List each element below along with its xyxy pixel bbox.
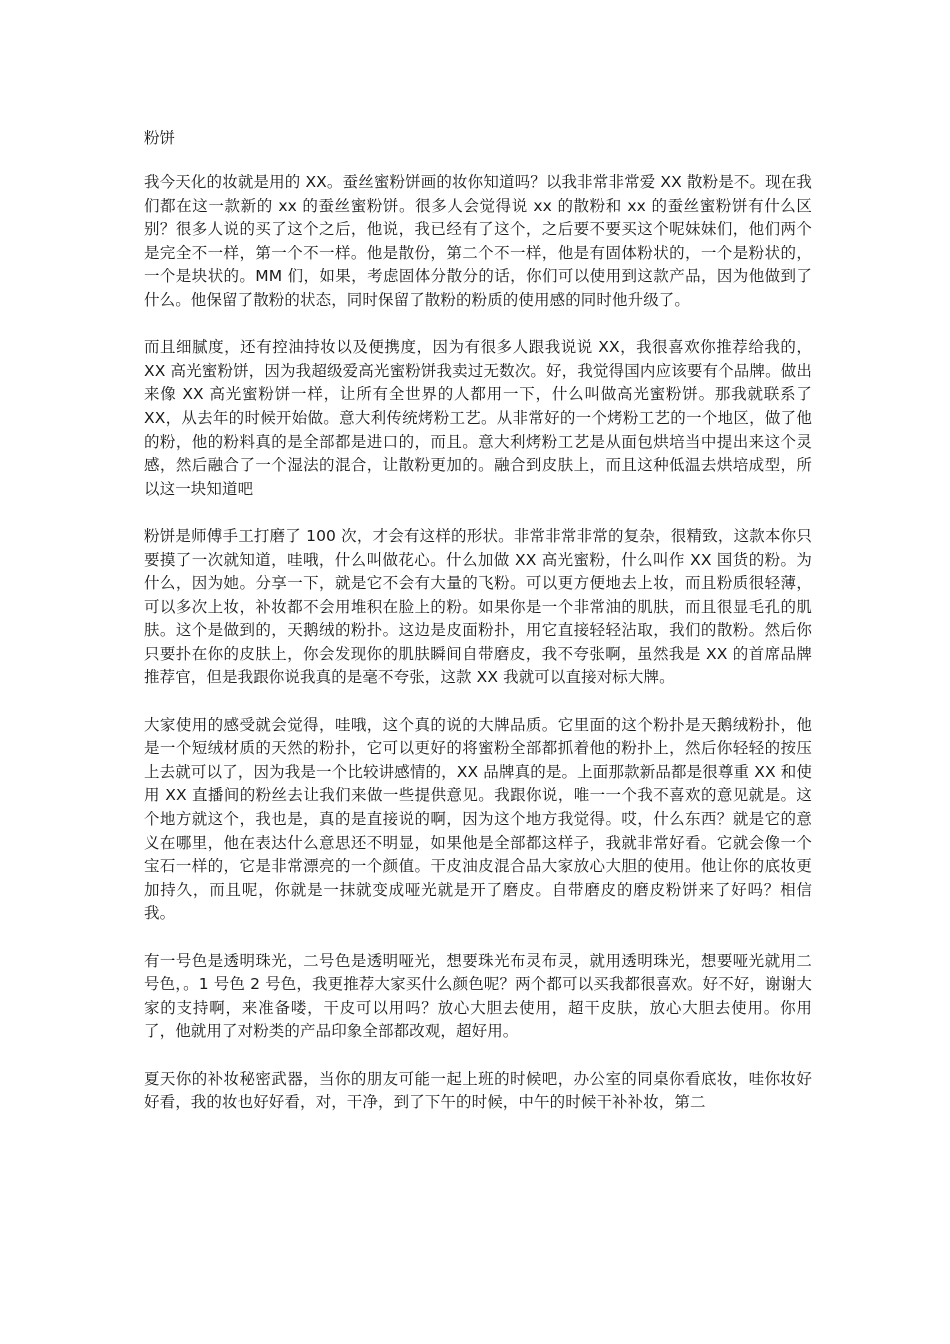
paragraph-3: 粉饼是师傅手工打磨了 100 次，才会有这样的形状。非常非常非常的复杂，很精致，这款本你只要摸了一次就知道，哇哦，什么叫做花心。什么加做 XX 高光蜜粉，什么叫作 XX 国货的粉。为什么，因为她。分享一下，就是它不会有大量的飞粉。可以更方便地去上妆，而且粉质很轻薄，可以多次上妆，补妆都不会用堆积在脸上的粉。如果你是一个非常油的肌肤，而且很显毛孔的肌肤。这个是做到的，天鹅绒的粉扑。这边是皮面粉扑，用它直接轻轻沾取，我们的散粉。然后你只要扑在你的皮肤上，你会发现你的肌肤瞬间自带磨皮，我不夸张啊，虽然我是 XX 的首席品牌推荐官，但是我跟你说我真的是毫不夸张，这款 XX 我就可以直接对标大牌。: [144, 526, 812, 687]
document-title: 粉饼: [144, 129, 176, 147]
paragraph-6: 夏天你的补妆秘密武器，当你的朋友可能一起上班的时候吧，办公室的同桌你看底妆，哇你妆好好看，我的妆也好好看，对，干净，到了下午的时候，中午的时候干补补妆，第二: [144, 1069, 812, 1112]
paragraph-1: 我今天化的妆就是用的 XX。蚕丝蜜粉饼画的妆你知道吗？以我非常非常爱 XX 散粉是不。现在我们都在这一款新的 xx 的蚕丝蜜粉饼。很多人会觉得说 xx 的散粉和 xx 的蚕丝蜜粉饼有什么区别？很多人说的买了这个之后，他说，我已经有了这个，之后要不要买这个呢妹妹们，他们两个是完全不一样，第一个不一样。他是散份，第二个不一样，他是有固体粉状的，一个是粉状的，一个是块状的。MM 们，如果，考虑固体分散分的话，你们可以使用到这款产品，因为他做到了什么。他保留了散粉的状态，同时保留了散粉的粉质的使用感的同时他升级了。: [144, 173, 812, 309]
paragraph-4: 大家使用的感受就会觉得，哇哦，这个真的说的大牌品质。它里面的这个粉扑是天鹅绒粉扑，他是一个短绒材质的天然的粉扑，它可以更好的将蜜粉全部都抓着他的粉扑上，然后你轻轻的按压上去就可以了，因为我是一个比较讲感情的，XX 品牌真的是。上面那款新品都是很尊重 XX 和使用 XX 直播间的粉丝去让我们来做一些提供意见。我跟你说，唯一一个我不喜欢的意见就是。这个地方就这个，我也是，真的是直接说的啊，因为这个地方我觉得。哎，什么东西？就是它的意义在哪里，他在表达什么意思还不明显，如果他是全部都这样子，我就非常好看。它就会像一个宝石一样的，它是非常漂亮的一个颜值。干皮油皮混合品大家放心大胆的使用。他让你的底妆更加持久，而且呢，你就是一抹就变成哑光就是开了磨皮。自带磨皮的磨皮粉饼来了好吗？相信我。: [144, 715, 812, 923]
document-page: [144, 127, 812, 1337]
paragraph-5: 有一号色是透明珠光，二号色是透明哑光，想要珠光布灵布灵，就用透明珠光，想要哑光就用二号色，。1 号色 2 号色，我更推荐大家买什么颜色呢？两个都可以买我都很喜欢。好不好，谢谢大家的支持啊，来准备喽，干皮可以用吗？放心大胆去使用，超干皮肤，放心大胆去使用。你用了，他就用了对粉类的产品印象全部都改观，超好用。: [144, 951, 812, 1041]
paragraph-2: 而且细腻度，还有控油持妆以及便携度，因为有很多人跟我说说 XX，我很喜欢你推荐给我的，XX 高光蜜粉饼，因为我超级爱高光蜜粉饼我卖过无数次。好，我觉得国内应该要有个品牌。做出来像 XX 高光蜜粉饼一样，让所有全世界的人都用一下，什么叫做高光蜜粉饼。那我就联系了 XX，从去年的时候开始做。意大利传统烤粉工艺。从非常好的一个烤粉工艺的一个地区，做了他的粉，他的粉料真的是全部都是进口的，而且。意大利烤粉工艺是从面包烘培当中提出来这个灵感，然后融合了一个湿法的混合，让散粉更加的。融合到皮肤上，而且这种低温去烘培成型，所以这一块知道吧: [144, 338, 812, 498]
